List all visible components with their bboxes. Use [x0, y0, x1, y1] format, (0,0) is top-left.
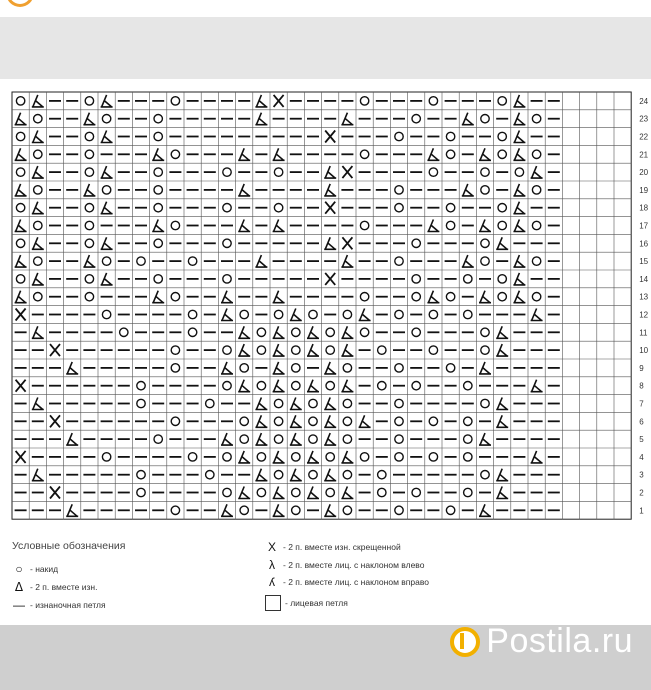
brand-name: Postila.ru	[486, 622, 633, 660]
row-number: 24	[639, 96, 649, 106]
legend-k2tog-left	[265, 558, 424, 572]
legend-knit	[265, 595, 348, 611]
row-number: 9	[639, 363, 644, 373]
legend-title: Условные обозначения	[12, 540, 126, 552]
row-number: 20	[639, 168, 649, 178]
row-number: 1	[639, 506, 644, 516]
legend-p2tog-crossed-label: - 2 п. вместе изн. скрещенной	[283, 542, 401, 552]
row-number: 2	[639, 488, 644, 498]
p2tog-icon: ᐃ	[14, 580, 24, 594]
row-number: 10	[639, 346, 649, 356]
legend-p2tog	[12, 580, 97, 594]
legend-purl-label: - изнаночная петля	[30, 600, 106, 610]
purl-icon: —	[13, 598, 25, 612]
row-number: 5	[639, 435, 644, 445]
row-number: 7	[639, 399, 644, 409]
legend-k2tog-left-label: - 2 п. вместе лиц. с наклоном влево	[283, 560, 425, 570]
knit-icon	[265, 595, 281, 611]
postila-logo-icon	[450, 627, 480, 657]
lambda-right-icon: ʎ	[269, 575, 275, 589]
brand[interactable]	[450, 622, 633, 661]
row-number: 3	[639, 470, 644, 480]
row-number: 18	[639, 203, 649, 213]
legend-p2tog-crossed	[265, 540, 401, 554]
row-number: 4	[639, 452, 644, 462]
yo-icon: ○	[15, 562, 23, 576]
row-number: 12	[639, 310, 649, 320]
row-number: 23	[639, 114, 649, 124]
legend-yo-label: - накид	[30, 564, 59, 574]
row-number: 14	[639, 274, 649, 284]
row-number: 8	[639, 381, 644, 391]
legend-k2tog-right-label: - 2 п. вместе лиц. с наклоном вправо	[283, 577, 430, 587]
row-number: 19	[639, 185, 649, 195]
legend-knit-label: - лицевая петля	[285, 598, 348, 608]
row-number: 13	[639, 292, 649, 302]
row-number: 11	[639, 328, 648, 338]
header-gray-band	[0, 17, 651, 79]
row-number: 21	[639, 150, 649, 160]
legend-purl	[12, 598, 106, 612]
row-number: 6	[639, 417, 644, 427]
crossed-icon: X	[267, 540, 276, 554]
legend-yo	[12, 562, 58, 576]
lambda-left-icon: λ	[269, 558, 275, 572]
row-number: 17	[639, 221, 649, 231]
legend-p2tog-label: - 2 п. вместе изн.	[30, 582, 98, 592]
row-number: 16	[639, 239, 649, 249]
row-number: 22	[639, 132, 649, 142]
row-number: 15	[639, 257, 649, 267]
legend-k2tog-right	[265, 575, 429, 589]
